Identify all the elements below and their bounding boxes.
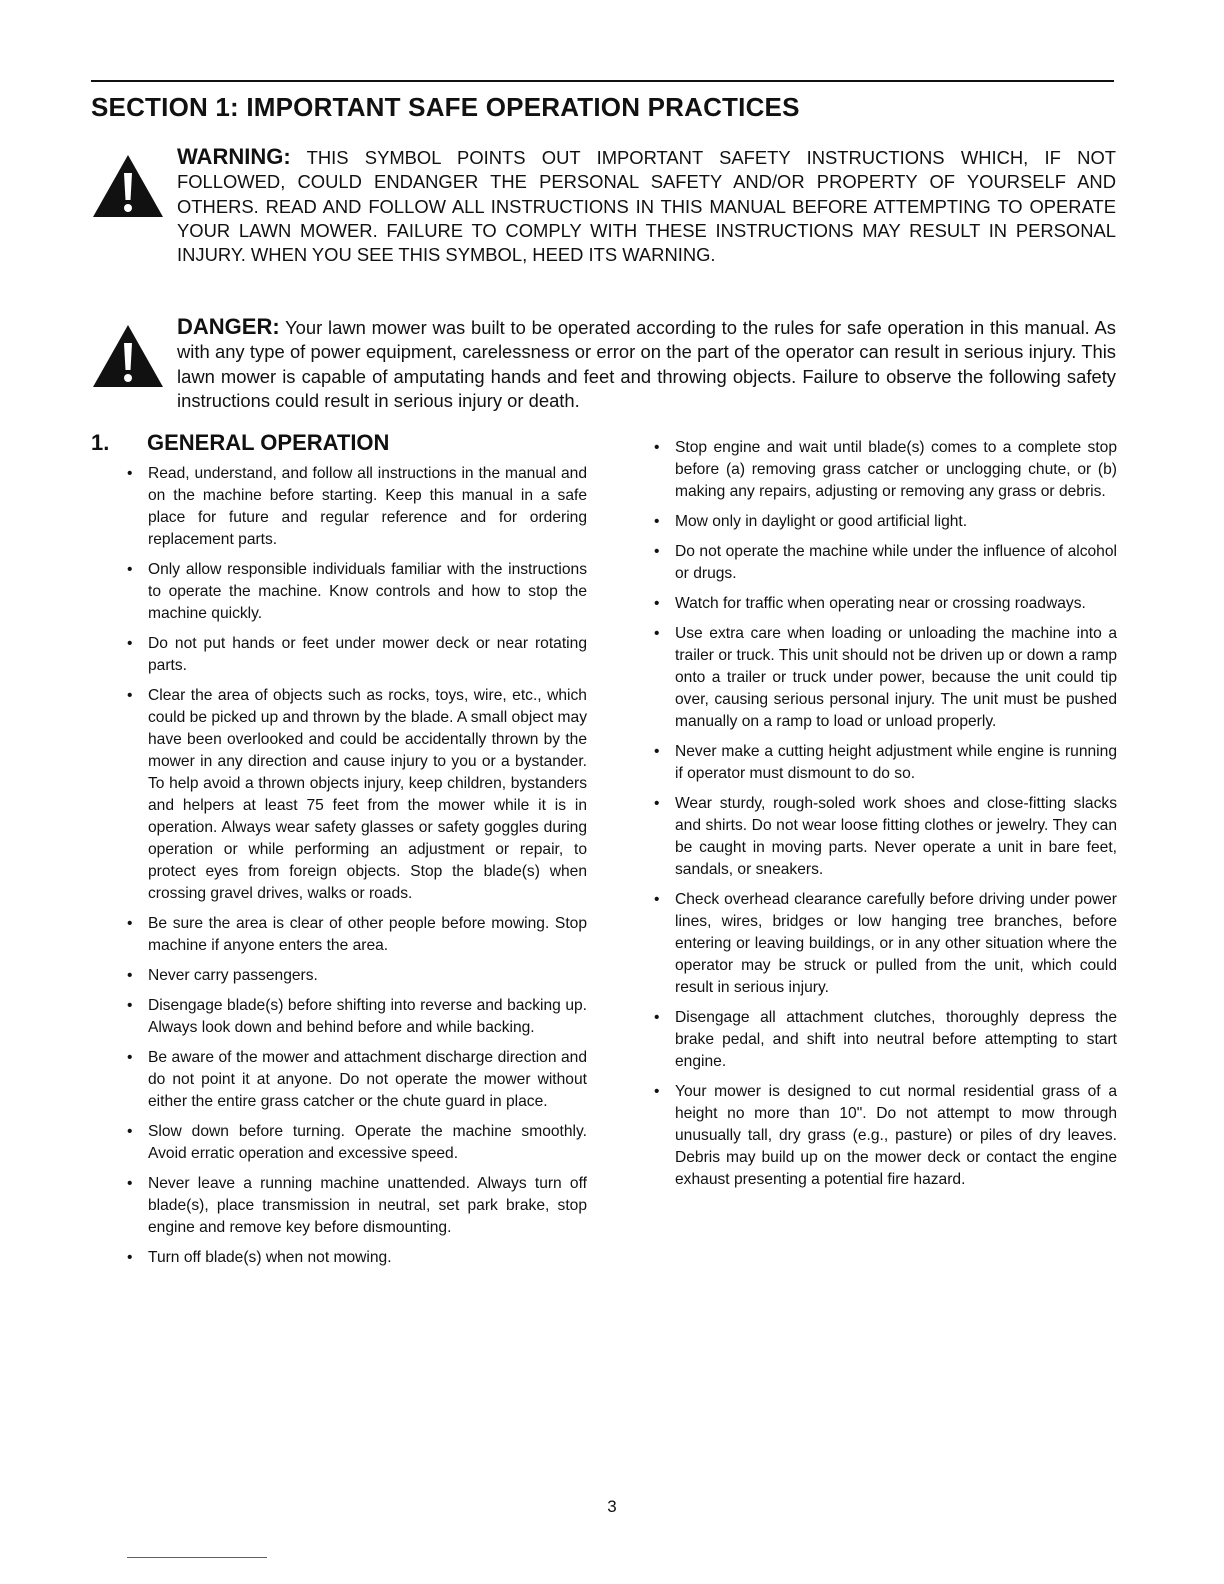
- left-bullet-list: [91, 463, 587, 1269]
- list-item: • Be sure the area is clear of other people before mowing. Stop machine if anyone enters the area.: [127, 913, 587, 957]
- list-item: • Wear sturdy, rough-soled work shoes and close-fitting slacks and shirts. Do not wear loose fitting clothes or jewelry. They can be caught in moving parts. Never operate a unit in bare feet, sandals, or sneakers.: [654, 793, 1117, 881]
- right-column: [654, 437, 1117, 1199]
- page-number: 3: [607, 1497, 617, 1516]
- list-item: • Never leave a running machine unattended. Always turn off blade(s), place transmission in neutral, set park brake, stop engine and remove key before dismounting.: [127, 1173, 587, 1239]
- list-item: • Mow only in daylight or good artificial light.: [654, 511, 1117, 533]
- section-number: 1.: [91, 430, 110, 455]
- top-rule: [91, 80, 1114, 82]
- section-title: SECTION 1: IMPORTANT SAFE OPERATION PRACTICES: [91, 92, 800, 122]
- list-item: • Slow down before turning. Operate the machine smoothly. Avoid erratic operation and excessive speed.: [127, 1121, 587, 1165]
- footer-divider: [127, 1557, 267, 1558]
- list-item: • Only allow responsible individuals familiar with the instructions to operate the machine. Know controls and how to stop the machine quickly.: [127, 559, 587, 625]
- list-item: • Be aware of the mower and attachment discharge direction and do not point it at anyone. Do not operate the mower without either the entire grass catcher or the chute guard in place.: [127, 1047, 587, 1113]
- warning-notice: [91, 145, 1116, 267]
- list-item: • Read, understand, and follow all instructions in the manual and on the machine before starting. Keep this manual in a safe place for future and regular reference and for ordering replacement parts.: [127, 463, 587, 551]
- list-item: • Disengage all attachment clutches, thoroughly depress the brake pedal, and shift into neutral before attempting to start engine.: [654, 1007, 1117, 1073]
- list-item: • Turn off blade(s) when not mowing.: [127, 1247, 587, 1269]
- general-operation-heading: [91, 432, 587, 454]
- danger-text-block: [177, 315, 1116, 413]
- section-heading-text: GENERAL OPERATION: [147, 430, 390, 455]
- list-item: • Never make a cutting height adjustment while engine is running if operator must dismount to do so.: [654, 741, 1117, 785]
- warning-triangle-icon: [91, 153, 165, 219]
- list-item: • Use extra care when loading or unloading the machine into a trailer or truck. This unit should not be driven up or down a ramp onto a trailer or truck under power, because the unit could tip over, causing serious personal injury. The unit must be pushed manually on a ramp to load or unload properly.: [654, 623, 1117, 733]
- list-item: • Stop engine and wait until blade(s) comes to a complete stop before (a) removing grass catcher or unclogging chute, or (b) making any repairs, adjusting or removing any grass or debris.: [654, 437, 1117, 503]
- warning-body: THIS SYMBOL POINTS OUT IMPORTANT SAFETY INSTRUCTIONS WHICH, IF NOT FOLLOWED, COULD ENDANGER THE PERSONAL SAFETY AND/OR PROPERTY OF YOURSELF AND OTHERS. READ AND FOLLOW ALL INSTRUCTIONS IN THIS MANUAL BEFORE ATTEMPTING TO OPERATE YOUR LAWN MOWER. FAILURE TO COMPLY WITH THESE INSTRUCTIONS MAY RESULT IN PERSONAL INJURY. WHEN YOU SEE THIS SYMBOL, HEED ITS WARNING.: [177, 147, 1117, 266]
- list-item: • Watch for traffic when operating near or crossing roadways.: [654, 593, 1117, 615]
- danger-notice: [91, 315, 1116, 413]
- right-bullet-list: [654, 437, 1117, 1191]
- danger-body: Your lawn mower was built to be operated according to the rules for safe operation in this manual. As with any type of power equipment, carelessness or error on the part of the operator can result in serious injury. This lawn mower is capable of amputating hands and feet and throwing objects. Failure to observe the following safety instructions could result in serious injury or death.: [177, 317, 1116, 411]
- list-item: • Clear the area of objects such as rocks, toys, wire, etc., which could be picked up and thrown by the blade. A small object may have been overlooked and could be accidentally thrown by the mower in any direction and cause injury to you or a bystander. To help avoid a thrown objects injury, keep children, bystanders and helpers at least 75 feet from the mower while it is in operation. Always wear safety glasses or safety goggles during operation or while performing an adjustment or repair, to protect eyes from foreign objects. Stop the blade(s) when crossing gravel drives, walks or roads.: [127, 685, 587, 905]
- list-item: • Check overhead clearance carefully before driving under power lines, wires, bridges or low hanging tree branches, before entering or leaving buildings, or in any other situation where the operator may be struck or pulled from the unit, which could result in serious injury.: [654, 889, 1117, 999]
- warning-text-block: [177, 145, 1116, 267]
- danger-label: DANGER:: [177, 314, 280, 339]
- list-item: • Disengage blade(s) before shifting into reverse and backing up. Always look down and behind before and while backing.: [127, 995, 587, 1039]
- list-item: • Never carry passengers.: [127, 965, 587, 987]
- list-item: • Your mower is designed to cut normal residential grass of a height no more than 10". Do not attempt to mow through unusually tall, dry grass (e.g., pasture) or piles of dry leaves. Debris may build up on the mower deck or contact the engine exhaust presenting a potential fire hazard.: [654, 1081, 1117, 1191]
- warning-label: WARNING:: [177, 144, 291, 169]
- danger-triangle-icon: [91, 323, 165, 389]
- list-item: • Do not operate the machine while under the influence of alcohol or drugs.: [654, 541, 1117, 585]
- left-column: [91, 432, 587, 1277]
- list-item: • Do not put hands or feet under mower deck or near rotating parts.: [127, 633, 587, 677]
